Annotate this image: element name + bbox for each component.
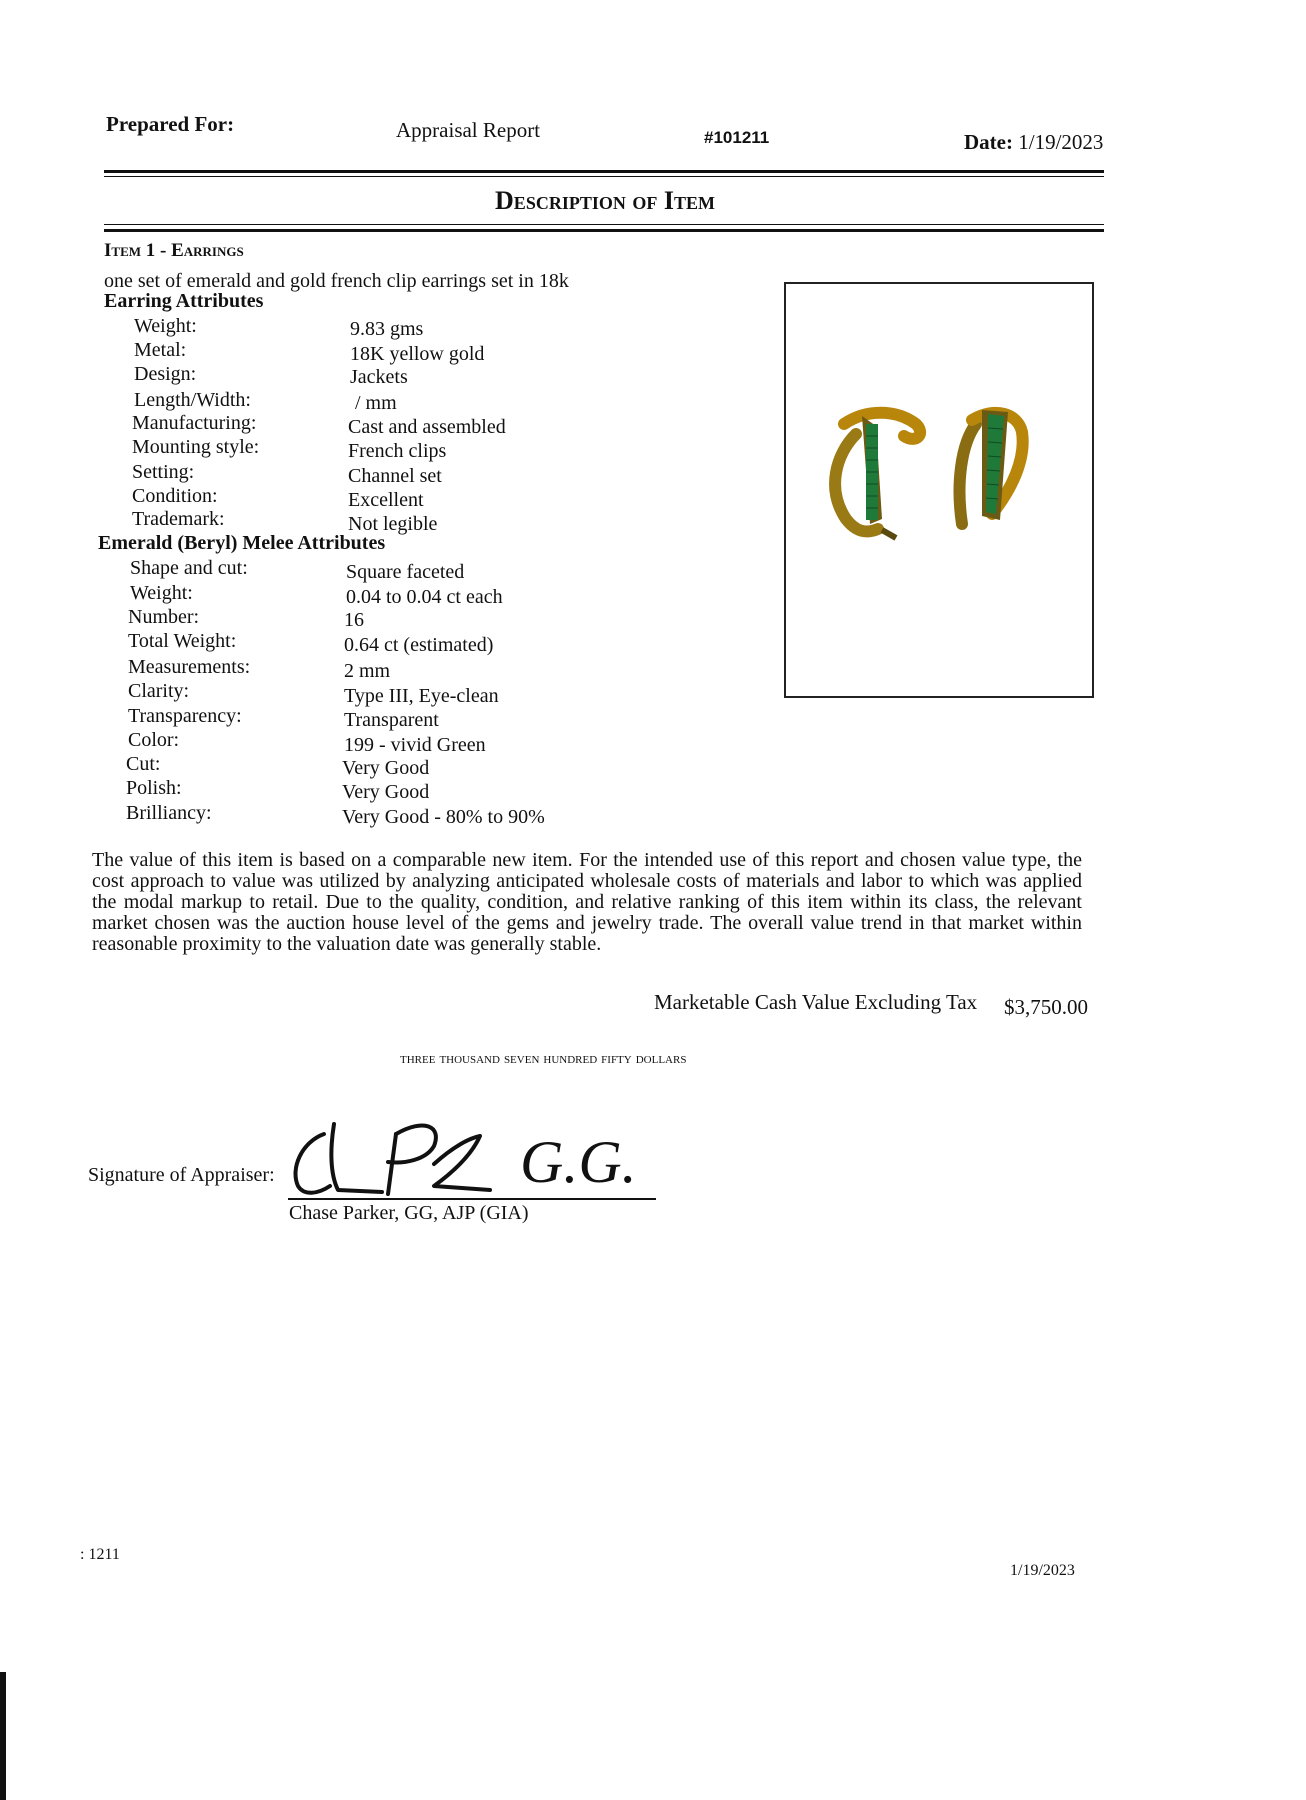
attr-label: Shape and cut: (130, 557, 248, 579)
attr-label: Clarity: (128, 680, 190, 702)
attr-value: 18K yellow gold (350, 343, 485, 365)
signature-line (288, 1198, 656, 1200)
attr-value: Channel set (348, 465, 442, 487)
appraiser-name: Chase Parker, GG, AJP (GIA) (289, 1202, 529, 1224)
left-earring (835, 413, 920, 538)
attr-label: Transparency: (128, 705, 242, 727)
attr-value: Not legible (348, 513, 438, 535)
attr-value: Very Good (342, 757, 430, 779)
right-earring (960, 410, 1023, 524)
date-label: Date: (964, 130, 1013, 154)
attr-label: Brilliancy: (126, 802, 212, 824)
signature-gg-mark: G.G. (520, 1129, 637, 1195)
section-rule-thin (104, 224, 1104, 225)
attr-label: Mounting style: (132, 436, 260, 458)
attr-label: Cut: (126, 753, 161, 775)
attr-value: Very Good - 80% to 90% (342, 806, 545, 828)
appraiser-signature (284, 1094, 637, 1204)
attr-value: 2 mm (344, 660, 391, 682)
attr-value: Type III, Eye-clean (344, 685, 499, 707)
header-rule-top (104, 170, 1104, 173)
item-heading: Item 1 - Earrings (104, 240, 244, 261)
signature-label: Signature of Appraiser: (88, 1164, 275, 1186)
date-value: 1/19/2023 (1018, 130, 1104, 154)
item-photo (784, 282, 1094, 698)
attr-value: Jackets (350, 366, 408, 388)
value-amount: $3,750.00 (1004, 995, 1088, 1019)
attr-value: 0.04 to 0.04 ct each (346, 586, 503, 608)
footer-right: 1/19/2023 (1010, 1562, 1075, 1579)
report-date (964, 130, 1103, 155)
attr-label: Weight: (134, 315, 197, 337)
emerald-attributes-heading: Emerald (Beryl) Melee Attributes (98, 532, 386, 554)
attr-value: French clips (348, 440, 447, 462)
attr-row-weight (134, 315, 197, 338)
section-title: Description of Item (495, 186, 715, 215)
report-title: Appraisal Report (396, 118, 541, 142)
prepared-for-label: Prepared For: (106, 112, 235, 136)
attr-label: Total Weight: (128, 630, 237, 652)
section-rule-bottom (104, 229, 1104, 232)
earrings-photo-image (786, 284, 1092, 696)
attr-label: Polish: (126, 777, 182, 799)
attr-value: 9.83 gms (350, 318, 424, 340)
attr-label: Color: (128, 729, 180, 751)
attr-label: Measurements: (128, 656, 251, 678)
attr-label: Manufacturing: (132, 412, 257, 434)
header-rule-top-thin (104, 176, 1104, 177)
attr-value: Square faceted (346, 561, 465, 583)
attr-label: Design: (134, 363, 197, 385)
item-description: one set of emerald and gold french clip earrings set in 18k (104, 270, 569, 292)
attr-value: Transparent (344, 709, 439, 731)
attr-value: 199 - vivid Green (344, 734, 486, 756)
footer-left: : 1211 (80, 1546, 120, 1563)
attr-label: Setting: (132, 461, 195, 483)
attr-label: Number: (128, 606, 200, 628)
earring-attributes-heading: Earring Attributes (104, 290, 264, 312)
value-label: Marketable Cash Value Excluding Tax (654, 990, 978, 1014)
report-number: #101211 (704, 128, 770, 147)
attr-value: 0.64 ct (estimated) (344, 634, 494, 656)
value-in-words: three thousand seven hundred fifty dollars (400, 1050, 687, 1067)
attr-label: Metal: (134, 339, 187, 361)
attr-value: 16 (344, 609, 364, 631)
attr-value: / mm (350, 392, 397, 414)
attr-label: Condition: (132, 485, 218, 507)
scan-edge-mark (0, 1672, 6, 1800)
attr-label: Trademark: (132, 508, 225, 530)
attr-value: Cast and assembled (348, 416, 506, 438)
valuation-paragraph: The value of this item is based on a comparable new item. For the intended use of this report and chosen value type, the cost approach to value was utilized by analyzing anticipated wholesale costs of materials and labor to which was applied the modal markup to retail. Due to the quality, condition, and relative ranking of this item within its class, the relevant market chosen was the auction house level of the gems and jewelry trade. The overall value trend in that market within reasonable proximity to the valuation date was generally stable. (92, 849, 1082, 955)
attr-label: Weight: (130, 582, 193, 604)
attr-value: Very Good (342, 781, 430, 803)
attr-value: Excellent (348, 489, 424, 511)
attr-label: Length/Width: (134, 389, 251, 411)
